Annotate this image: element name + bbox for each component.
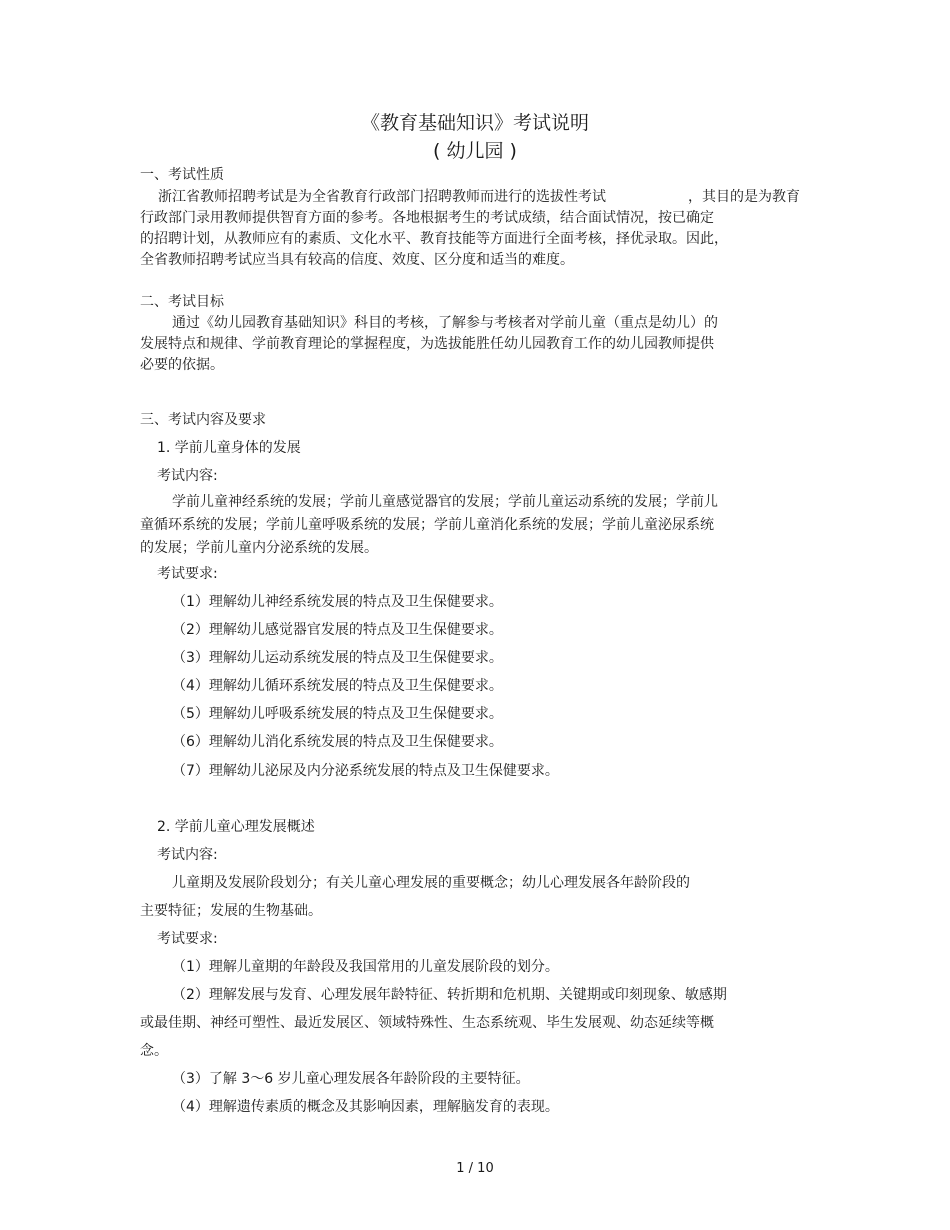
section-1-line-1-b: ，其目的是为教育	[688, 189, 800, 205]
part-1-requirement-4: （4）理解幼儿循环系统发展的特点及卫生保健要求。	[172, 678, 503, 694]
part-1-content-line-1: 学前儿童神经系统的发展；学前儿童感觉器官的发展；学前儿童运动系统的发展；学前儿	[172, 494, 718, 510]
part-2-requirement-2-line-3: 念。	[140, 1043, 168, 1059]
page-subtitle: ( 幼儿园 )	[433, 140, 517, 162]
section-2-line-2: 发展特点和规律、学前教育理论的掌握程度，为选拔能胜任幼儿园教育工作的幼儿园教师提供	[140, 336, 714, 352]
part-2-requirements-label: 考试要求:	[157, 931, 218, 947]
part-2-content-line-1: 儿童期及发展阶段划分；有关儿童心理发展的重要概念；幼儿心理发展各年龄阶段的	[172, 875, 690, 891]
part-2-requirement-4: （4）理解遗传素质的概念及其影响因素，理解脑发育的表现。	[172, 1099, 559, 1115]
section-1-line-1-a: 浙江省教师招聘考试是为全省教育行政部门招聘教师而进行的选拔性考试	[158, 189, 606, 205]
part-1-content-line-2: 童循环系统的发展；学前儿童呼吸系统的发展；学前儿童消化系统的发展；学前儿童泌尿系统	[140, 517, 714, 533]
part-1-requirements-label: 考试要求:	[157, 566, 218, 582]
part-1-title: 1. 学前儿童身体的发展	[157, 440, 301, 456]
part-1-requirement-7: （7）理解幼儿泌尿及内分泌系统发展的特点及卫生保健要求。	[172, 763, 559, 779]
part-2-requirement-2-line-2: 或最佳期、神经可塑性、最近发展区、领域特殊性、生态系统观、毕生发展观、幼态延续等概	[140, 1015, 714, 1031]
part-1-requirement-6: （6）理解幼儿消化系统发展的特点及卫生保健要求。	[172, 734, 503, 750]
part-2-requirement-1: （1）理解儿童期的年龄段及我国常用的儿童发展阶段的划分。	[172, 959, 559, 975]
section-3-heading: 三、考试内容及要求	[140, 412, 266, 428]
part-1-content-line-3: 的发展；学前儿童内分泌系统的发展。	[140, 540, 378, 556]
part-1-content-label: 考试内容:	[157, 468, 218, 484]
part-1-requirement-5: （5）理解幼儿呼吸系统发展的特点及卫生保健要求。	[172, 706, 503, 722]
part-2-requirement-2-line-1: （2）理解发展与发育、心理发展年龄特征、转折期和危机期、关键期或印刻现象、敏感期	[172, 987, 727, 1003]
part-2-title: 2. 学前儿童心理发展概述	[157, 819, 315, 835]
section-1-line-4: 全省教师招聘考试应当具有较高的信度、效度、区分度和适当的难度。	[140, 252, 574, 268]
section-1-heading: 一、考试性质	[140, 167, 224, 183]
part-1-requirement-3: （3）理解幼儿运动系统发展的特点及卫生保健要求。	[172, 650, 503, 666]
section-2-heading: 二、考试目标	[140, 294, 224, 310]
part-2-requirement-3: （3）了解 3～6 岁儿童心理发展各年龄阶段的主要特征。	[172, 1071, 530, 1087]
section-2-line-1: 通过《幼儿园教育基础知识》科目的考核，了解参与考核者对学前儿童（重点是幼儿）的	[172, 315, 718, 331]
section-1-line-1	[158, 188, 800, 206]
page-title: 《教育基础知识》考试说明	[360, 112, 589, 134]
part-2-content-line-2: 主要特征；发展的生物基础。	[140, 903, 322, 919]
section-1-line-3: 的招聘计划，从教师应有的素质、文化水平、教育技能等方面进行全面考核，择优录取。因此，	[140, 231, 728, 247]
section-2-line-3: 必要的依据。	[140, 357, 224, 373]
part-1-requirement-1: （1）理解幼儿神经系统发展的特点及卫生保健要求。	[172, 594, 503, 610]
part-1-requirement-2: （2）理解幼儿感觉器官发展的特点及卫生保健要求。	[172, 622, 503, 638]
page-number: 1 / 10	[456, 1161, 494, 1176]
part-2-content-label: 考试内容:	[157, 847, 218, 863]
section-1-line-2: 行政部门录用教师提供智育方面的参考。各地根据考生的考试成绩，结合面试情况，按已确定	[140, 210, 714, 226]
